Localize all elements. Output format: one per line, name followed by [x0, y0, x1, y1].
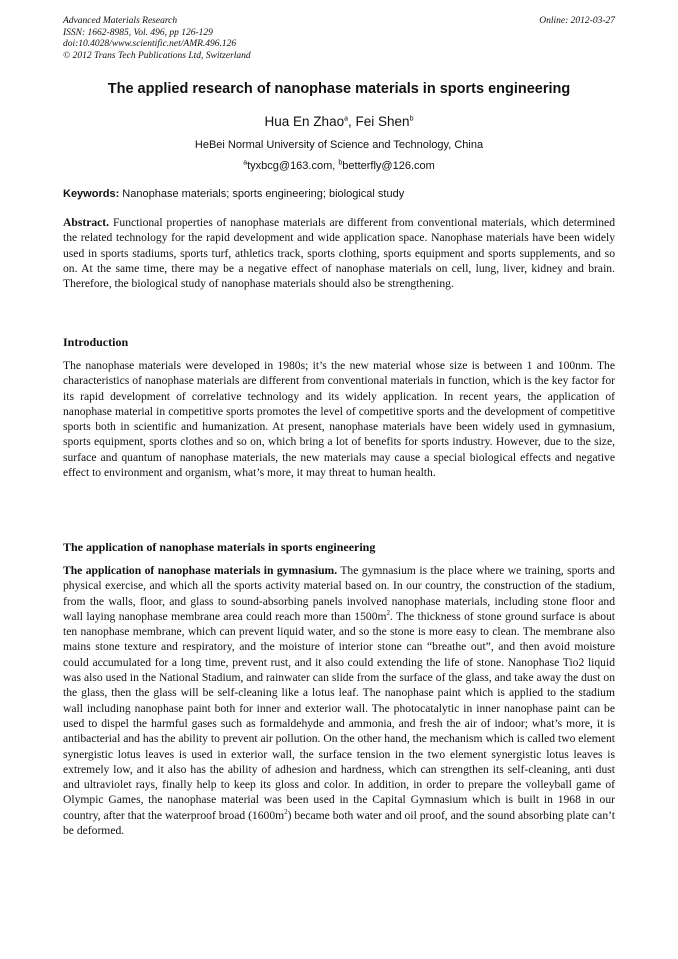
abstract-text: Functional properties of nanophase materials are different from conventional materials, which determined the related technology for the rapid development and wide application space. Nanophase materials have been widely used in sports stadiums, sports turf, athletics track, sports clothing, sports equipment and sports supplements, and so on. At the same time, there may be a negative effect of nanophase materials on cell, lung, liver, kidney and brain. Therefore, the biological study of nanophase materials should also be strengthening. — [63, 216, 615, 291]
superscript: 2 — [284, 807, 288, 816]
issn-line: ISSN: 1662-8985, Vol. 496, pp 126-129 — [63, 27, 213, 38]
keywords — [63, 188, 615, 200]
paragraph-text: The gymnasium is the place where we training, sports and physical exercise, and which all the sports activity material based on. In our country, the construction of the stadium, from the walls, floor, and glass to sound-absorbing panels involved nanophase materials, including stone floor and wall laying nanophase membrane area could reach more than 1500m — [63, 564, 615, 623]
section-heading-application: The application of nanophase materials in sports engineering — [63, 540, 376, 554]
keywords-label: Keywords: — [63, 188, 120, 200]
doi-line: doi:10.4028/www.scientific.net/AMR.496.126 — [63, 39, 237, 49]
email-marker: b — [338, 159, 343, 167]
paragraph-text: . The thickness of stone ground surface is about ten nanophase membrane, which can prevent liquid water, and so the stone is more easy to clean. The membrane also mains stone texture and respiratory, and the moisture of interior stone can “breathe out”, and then avoid moisture could accumulated for a long time, prevent rust, and it also could extending the life of stone. Nanophase Tio2 liquid was also used in the National Stadium, and rainwater can slide from the surface of the glass, and take away the dust on the glass, then the glass will be self-cleaning like a lotus leaf. The nanophase paint which is applied to the stadium wall including nanophase paint both for inner and exterior wall. The photocatalytic in inner nanophase paint can be used to dispel the harmful gases such as formaldehyde and ammonia, and fresh the air of indoor; what’s more, it is antibacterial and has the ability to prevent air pollution. On the other hand, the mechanism which is called two element synergistic lotus leaves is used in exterior wall, the surface tension in the two element synergistic lotus leaves is extremely low, and it also has the ability of adhesion and hardness, which can strengthen its self-cleaning, anti dust and ultraviolet rays, finally help to keep its gloss and color. In addition, in order to prepare the volleyball game of Olympic Games, the nanophase material was been used in the Capital Gymnasium which is built in 1968 in our country, after that the waterproof broad (1600m — [63, 609, 616, 822]
affiliation-marker: b — [409, 115, 414, 123]
journal-header — [63, 16, 251, 62]
author-name: Hua En Zhao — [264, 114, 345, 129]
abstract — [63, 215, 615, 291]
online-date: Online: 2012-03-27 — [539, 16, 615, 26]
copyright-line: © 2012 Trans Tech Publications Ltd, Switzerland — [63, 50, 251, 61]
email-separator: , — [332, 160, 339, 172]
email-address: betterfly@126.com — [342, 160, 435, 172]
application-paragraph — [63, 563, 615, 838]
email-marker: a — [243, 159, 248, 167]
author-separator: , — [348, 114, 356, 129]
superscript: 2 — [386, 609, 391, 618]
introduction-paragraph: The nanophase materials were developed in 1980s; it’s the new material whose size is between 1 and 100nm. The characteristics of nanophase materials are different from conventional materials in function, which is the key factor for its rapid development of correlative technology and its widely application. In recent years, the application of nanophase material in competitive sports promotes the level of competitive sports and the development of competitive sports both in scientific and humanization. At present, nanophase materials have been widely used in gymnasium, sports equipment, sports clothes and so on, which bring a lot of benefits for sports industry. However, due to the size, surface and quantum of nanophase materials, the new materials may cause a special biological effects and negative effect to environment and organism, what’s more, it may threat to human health. — [63, 359, 615, 480]
keywords-text: Nanophase materials; sports engineering; biological study — [119, 188, 405, 200]
author-list — [40, 114, 638, 129]
affiliation-marker: a — [344, 115, 348, 123]
subsection-label: The application of nanophase materials in gymnasium. — [63, 564, 338, 577]
section-heading-introduction: Introduction — [63, 335, 129, 349]
author-name: Fei Shen — [355, 114, 410, 129]
email-address: tyxbcg@163.com — [247, 160, 333, 172]
email-list — [40, 160, 638, 172]
paper-title: The applied research of nanophase materials in sports engineering — [107, 81, 571, 97]
paragraph-text: ) became both water and oil proof, and the sound absorbing plate can’t be deformed. — [63, 808, 615, 838]
affiliation: HeBei Normal University of Science and Technology, China — [194, 139, 484, 151]
journal-name: Advanced Materials Research — [63, 16, 178, 26]
abstract-label: Abstract. — [63, 216, 110, 229]
